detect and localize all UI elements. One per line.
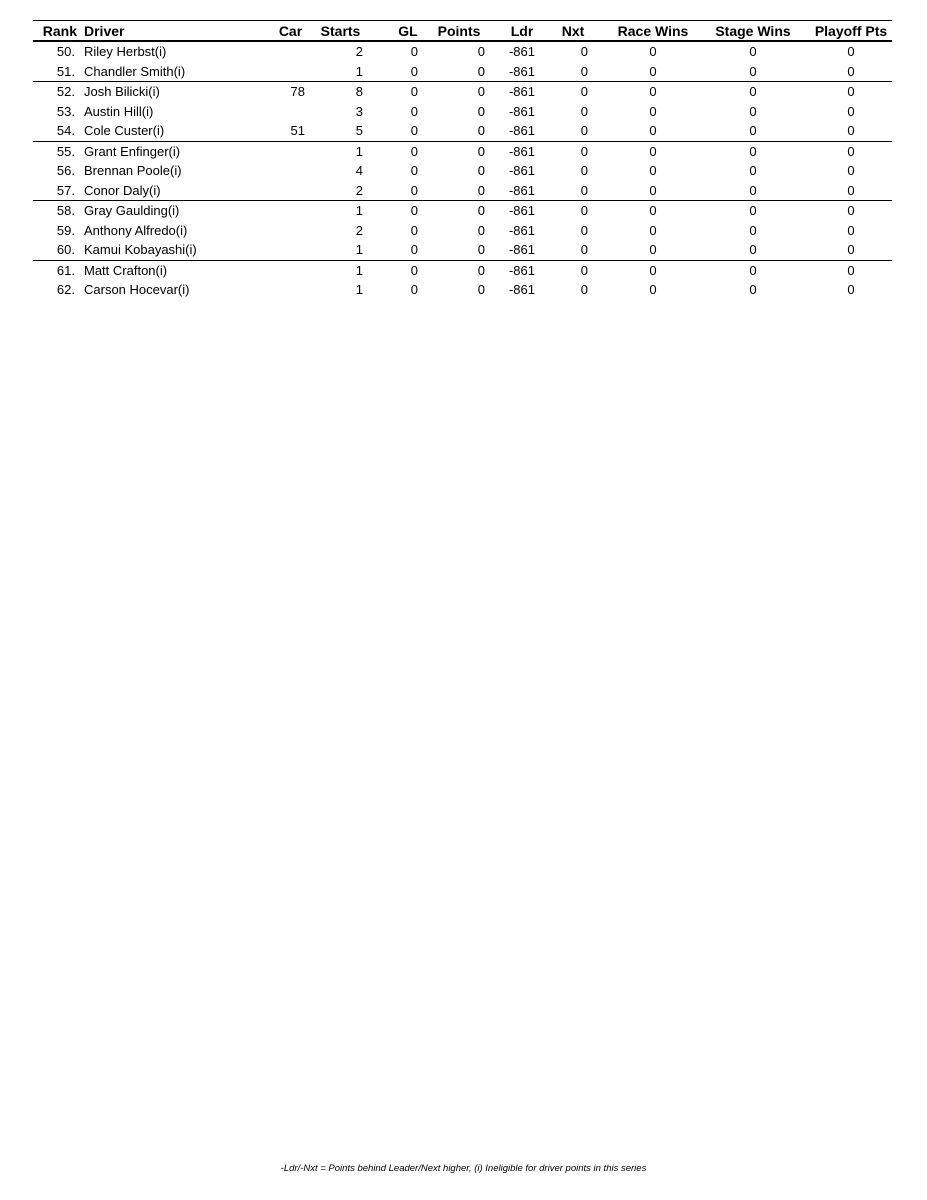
ldr-cell: -861 <box>508 63 535 79</box>
rank-cell: 52. <box>56 84 75 99</box>
starts-cell: 1 <box>355 242 363 257</box>
points-cell: 0 <box>477 242 485 257</box>
nxt-cell: 0 <box>580 222 588 238</box>
points-cell: 0 <box>477 282 485 297</box>
header-race-wins: Race Wins <box>617 23 689 39</box>
table-row <box>33 181 892 202</box>
stage-wins-cell: 0 <box>749 163 757 178</box>
gl-cell: 0 <box>410 163 418 178</box>
ldr-cell: -861 <box>508 44 535 59</box>
gl-cell: 0 <box>410 262 418 278</box>
header-nxt: Nxt <box>561 23 585 39</box>
nxt-cell: 0 <box>580 44 588 59</box>
driver-cell: Chandler Smith(i) <box>84 63 186 79</box>
points-cell: 0 <box>477 103 485 119</box>
gl-cell: 0 <box>410 84 418 99</box>
gl-cell: 0 <box>410 103 418 119</box>
gl-cell: 0 <box>410 63 418 79</box>
race-wins-cell: 0 <box>649 222 657 238</box>
race-wins-cell: 0 <box>649 182 657 198</box>
nxt-cell: 0 <box>580 163 588 178</box>
rank-cell: 51. <box>56 63 75 79</box>
points-cell: 0 <box>477 222 485 238</box>
playoff-pts-cell: 0 <box>847 44 855 59</box>
header-stage-wins: Stage Wins <box>715 23 791 39</box>
gl-cell: 0 <box>410 203 418 218</box>
playoff-pts-cell: 0 <box>847 182 855 198</box>
gl-cell: 0 <box>410 242 418 257</box>
nxt-cell: 0 <box>580 84 588 99</box>
gl-cell: 0 <box>410 44 418 59</box>
race-wins-cell: 0 <box>649 262 657 278</box>
car-cell: 78 <box>290 84 305 99</box>
nxt-cell: 0 <box>580 182 588 198</box>
starts-cell: 1 <box>355 282 363 297</box>
table-row <box>33 121 892 142</box>
stage-wins-cell: 0 <box>749 222 757 238</box>
ldr-cell: -861 <box>508 182 535 198</box>
table-header <box>33 20 892 42</box>
stage-wins-cell: 0 <box>749 63 757 79</box>
gl-cell: 0 <box>410 282 418 297</box>
table-row <box>33 201 892 221</box>
header-playoff-pts: Playoff Pts <box>814 23 888 39</box>
points-cell: 0 <box>477 143 485 159</box>
rank-cell: 62. <box>56 282 75 297</box>
playoff-pts-cell: 0 <box>847 63 855 79</box>
table-row <box>33 261 892 281</box>
starts-cell: 2 <box>355 222 363 238</box>
playoff-pts-cell: 0 <box>847 143 855 159</box>
driver-cell: Josh Bilicki(i) <box>84 84 160 99</box>
driver-cell: Cole Custer(i) <box>84 123 165 138</box>
gl-cell: 0 <box>410 123 418 138</box>
nxt-cell: 0 <box>580 282 588 297</box>
rank-cell: 61. <box>56 262 75 278</box>
stage-wins-cell: 0 <box>749 84 757 99</box>
driver-cell: Riley Herbst(i) <box>84 44 167 59</box>
footnote: -Ldr/-Nxt = Points behind Leader/Next higher, (i) Ineligible for driver points in this series <box>280 1163 647 1174</box>
starts-cell: 1 <box>355 63 363 79</box>
header-points: Points <box>437 23 481 39</box>
race-wins-cell: 0 <box>649 63 657 79</box>
rank-cell: 59. <box>56 222 75 238</box>
starts-cell: 5 <box>355 123 363 138</box>
nxt-cell: 0 <box>580 242 588 257</box>
race-wins-cell: 0 <box>649 242 657 257</box>
driver-cell: Kamui Kobayashi(i) <box>84 242 197 257</box>
driver-cell: Matt Crafton(i) <box>84 262 168 278</box>
starts-cell: 3 <box>355 103 363 119</box>
header-starts: Starts <box>320 23 361 39</box>
race-wins-cell: 0 <box>649 203 657 218</box>
starts-cell: 8 <box>355 84 363 99</box>
nxt-cell: 0 <box>580 123 588 138</box>
driver-cell: Conor Daly(i) <box>84 182 161 198</box>
rank-cell: 60. <box>56 242 75 257</box>
table-row <box>33 240 892 261</box>
ldr-cell: -861 <box>508 84 535 99</box>
playoff-pts-cell: 0 <box>847 123 855 138</box>
header-gl: GL <box>398 23 418 39</box>
rank-cell: 56. <box>56 163 75 178</box>
playoff-pts-cell: 0 <box>847 203 855 218</box>
driver-cell: Austin Hill(i) <box>84 103 154 119</box>
race-wins-cell: 0 <box>649 282 657 297</box>
driver-cell: Grant Enfinger(i) <box>84 143 181 159</box>
ldr-cell: -861 <box>508 242 535 257</box>
race-wins-cell: 0 <box>649 84 657 99</box>
table-row <box>33 82 892 102</box>
ldr-cell: -861 <box>508 143 535 159</box>
car-cell: 51 <box>290 123 305 138</box>
header-driver: Driver <box>84 23 125 39</box>
ldr-cell: -861 <box>508 123 535 138</box>
starts-cell: 2 <box>355 182 363 198</box>
gl-cell: 0 <box>410 143 418 159</box>
driver-cell: Anthony Alfredo(i) <box>84 222 188 238</box>
race-wins-cell: 0 <box>649 123 657 138</box>
playoff-pts-cell: 0 <box>847 262 855 278</box>
nxt-cell: 0 <box>580 143 588 159</box>
table-row <box>33 280 892 300</box>
playoff-pts-cell: 0 <box>847 103 855 119</box>
table-row <box>33 42 892 62</box>
gl-cell: 0 <box>410 182 418 198</box>
nxt-cell: 0 <box>580 103 588 119</box>
points-cell: 0 <box>477 44 485 59</box>
driver-cell: Gray Gaulding(i) <box>84 203 180 218</box>
ldr-cell: -861 <box>508 103 535 119</box>
points-cell: 0 <box>477 84 485 99</box>
playoff-pts-cell: 0 <box>847 222 855 238</box>
table-row <box>33 161 892 181</box>
playoff-pts-cell: 0 <box>847 84 855 99</box>
driver-cell: Brennan Poole(i) <box>84 163 182 178</box>
starts-cell: 4 <box>355 163 363 178</box>
rank-cell: 55. <box>56 143 75 159</box>
stage-wins-cell: 0 <box>749 44 757 59</box>
rank-cell: 57. <box>56 182 75 198</box>
race-wins-cell: 0 <box>649 143 657 159</box>
stage-wins-cell: 0 <box>749 103 757 119</box>
header-ldr: Ldr <box>510 23 534 39</box>
table-row <box>33 102 892 122</box>
stage-wins-cell: 0 <box>749 123 757 138</box>
nxt-cell: 0 <box>580 63 588 79</box>
playoff-pts-cell: 0 <box>847 282 855 297</box>
nxt-cell: 0 <box>580 203 588 218</box>
standings-table <box>33 20 892 300</box>
header-rank: Rank <box>42 23 77 39</box>
points-cell: 0 <box>477 63 485 79</box>
table-row <box>33 142 892 162</box>
nxt-cell: 0 <box>580 262 588 278</box>
driver-cell: Carson Hocevar(i) <box>84 282 190 297</box>
race-wins-cell: 0 <box>649 163 657 178</box>
stage-wins-cell: 0 <box>749 242 757 257</box>
ldr-cell: -861 <box>508 203 535 218</box>
points-cell: 0 <box>477 123 485 138</box>
stage-wins-cell: 0 <box>749 203 757 218</box>
race-wins-cell: 0 <box>649 44 657 59</box>
gl-cell: 0 <box>410 222 418 238</box>
playoff-pts-cell: 0 <box>847 242 855 257</box>
ldr-cell: -861 <box>508 222 535 238</box>
stage-wins-cell: 0 <box>749 143 757 159</box>
rank-cell: 50. <box>56 44 75 59</box>
starts-cell: 1 <box>355 143 363 159</box>
race-wins-cell: 0 <box>649 103 657 119</box>
rank-cell: 58. <box>56 203 75 218</box>
starts-cell: 1 <box>355 203 363 218</box>
table-row <box>33 62 892 83</box>
playoff-pts-cell: 0 <box>847 163 855 178</box>
starts-cell: 1 <box>355 262 363 278</box>
points-cell: 0 <box>477 262 485 278</box>
starts-cell: 2 <box>355 44 363 59</box>
points-cell: 0 <box>477 203 485 218</box>
stage-wins-cell: 0 <box>749 262 757 278</box>
stage-wins-cell: 0 <box>749 182 757 198</box>
header-car: Car <box>278 23 303 39</box>
ldr-cell: -861 <box>508 282 535 297</box>
ldr-cell: -861 <box>508 262 535 278</box>
stage-wins-cell: 0 <box>749 282 757 297</box>
ldr-cell: -861 <box>508 163 535 178</box>
table-body <box>33 42 892 300</box>
table-row <box>33 221 892 241</box>
points-cell: 0 <box>477 163 485 178</box>
rank-cell: 54. <box>56 123 75 138</box>
points-cell: 0 <box>477 182 485 198</box>
rank-cell: 53. <box>56 103 75 119</box>
